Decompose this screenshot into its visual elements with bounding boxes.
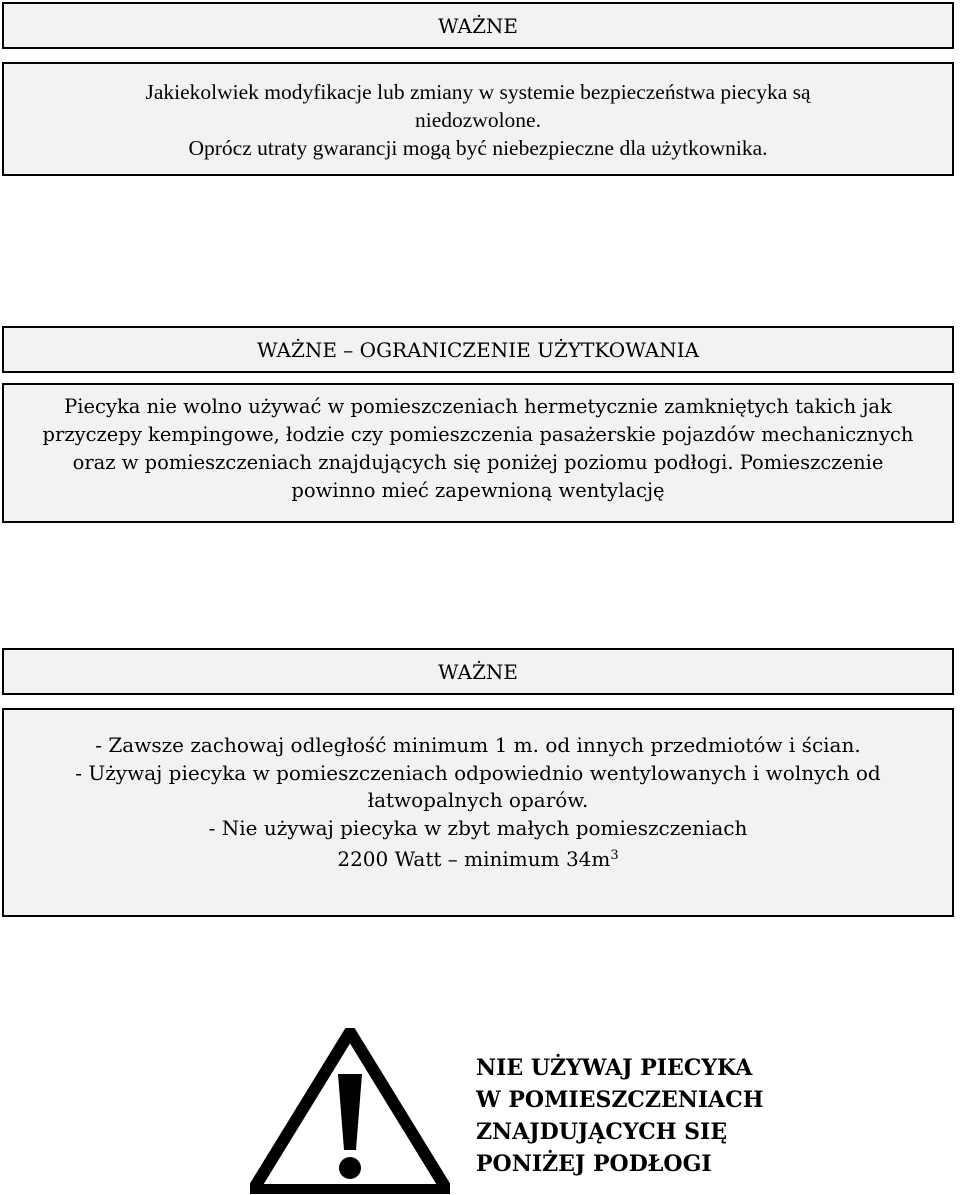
- power-superscript: 3: [610, 848, 619, 863]
- notice2-body-box: [2, 383, 954, 523]
- warning-line: PONIŻEJ PODŁOGI: [476, 1151, 712, 1177]
- notice1-heading: WAŻNE: [438, 13, 518, 38]
- notice1-heading-box: [2, 2, 954, 49]
- notice3-line: łatwopalnych oparów.: [367, 788, 589, 812]
- notice2-line: oraz w pomieszczeniach znajdujących się poniżej poziomu podłogi. Pomieszczenie: [72, 451, 884, 474]
- warning-triangle-icon: [250, 1028, 450, 1194]
- notice3-line: - Używaj piecyka w pomieszczeniach odpowiednio wentylowanych i wolnych od: [75, 760, 881, 785]
- notice2-heading-box: [2, 326, 954, 373]
- warning-line: W POMIESZCZENIACH: [476, 1087, 764, 1113]
- warning-line: ZNAJDUJĄCYCH SIĘ: [476, 1119, 728, 1145]
- notice2-line: Piecyka nie wolno używać w pomieszczeniach hermetycznie zamkniętych takich jak: [64, 395, 892, 418]
- notice3-line: - Nie używaj piecyka w zbyt małych pomieszczeniach: [208, 815, 748, 840]
- notice3-line: - Zawsze zachowaj odległość minimum 1 m. od innych przedmiotów i ścian.: [95, 733, 861, 757]
- warning-line: NIE UŻYWAJ PIECYKA: [476, 1055, 753, 1081]
- notice3-heading: WAŻNE: [438, 659, 518, 684]
- notice1-line: Jakiekolwiek modyfikacje lub zmiany w systemie bezpieczeństwa piecyka są: [145, 80, 811, 104]
- warning-text: [476, 1052, 764, 1180]
- notice3-body-box: [2, 708, 954, 917]
- notice1-line: niedozwolone.: [415, 108, 541, 132]
- notice2-heading: WAŻNE – OGRANICZENIE UŻYTKOWANIA: [256, 337, 700, 362]
- notice1-line: Oprócz utraty gwarancji mogą być niebezpieczne dla użytkownika.: [188, 136, 768, 160]
- notice2-line: powinno mieć zapewnioną wentylację: [291, 479, 665, 502]
- power-requirement: [4, 842, 952, 874]
- notice1-body-box: [2, 62, 954, 176]
- power-text: 2200 Watt – minimum 34m: [337, 847, 611, 871]
- notice3-heading-box: [2, 648, 954, 695]
- notice2-line: przyczepy kempingowe, łodzie czy pomieszczenia pasażerskie pojazdów mechanicznych: [42, 423, 914, 446]
